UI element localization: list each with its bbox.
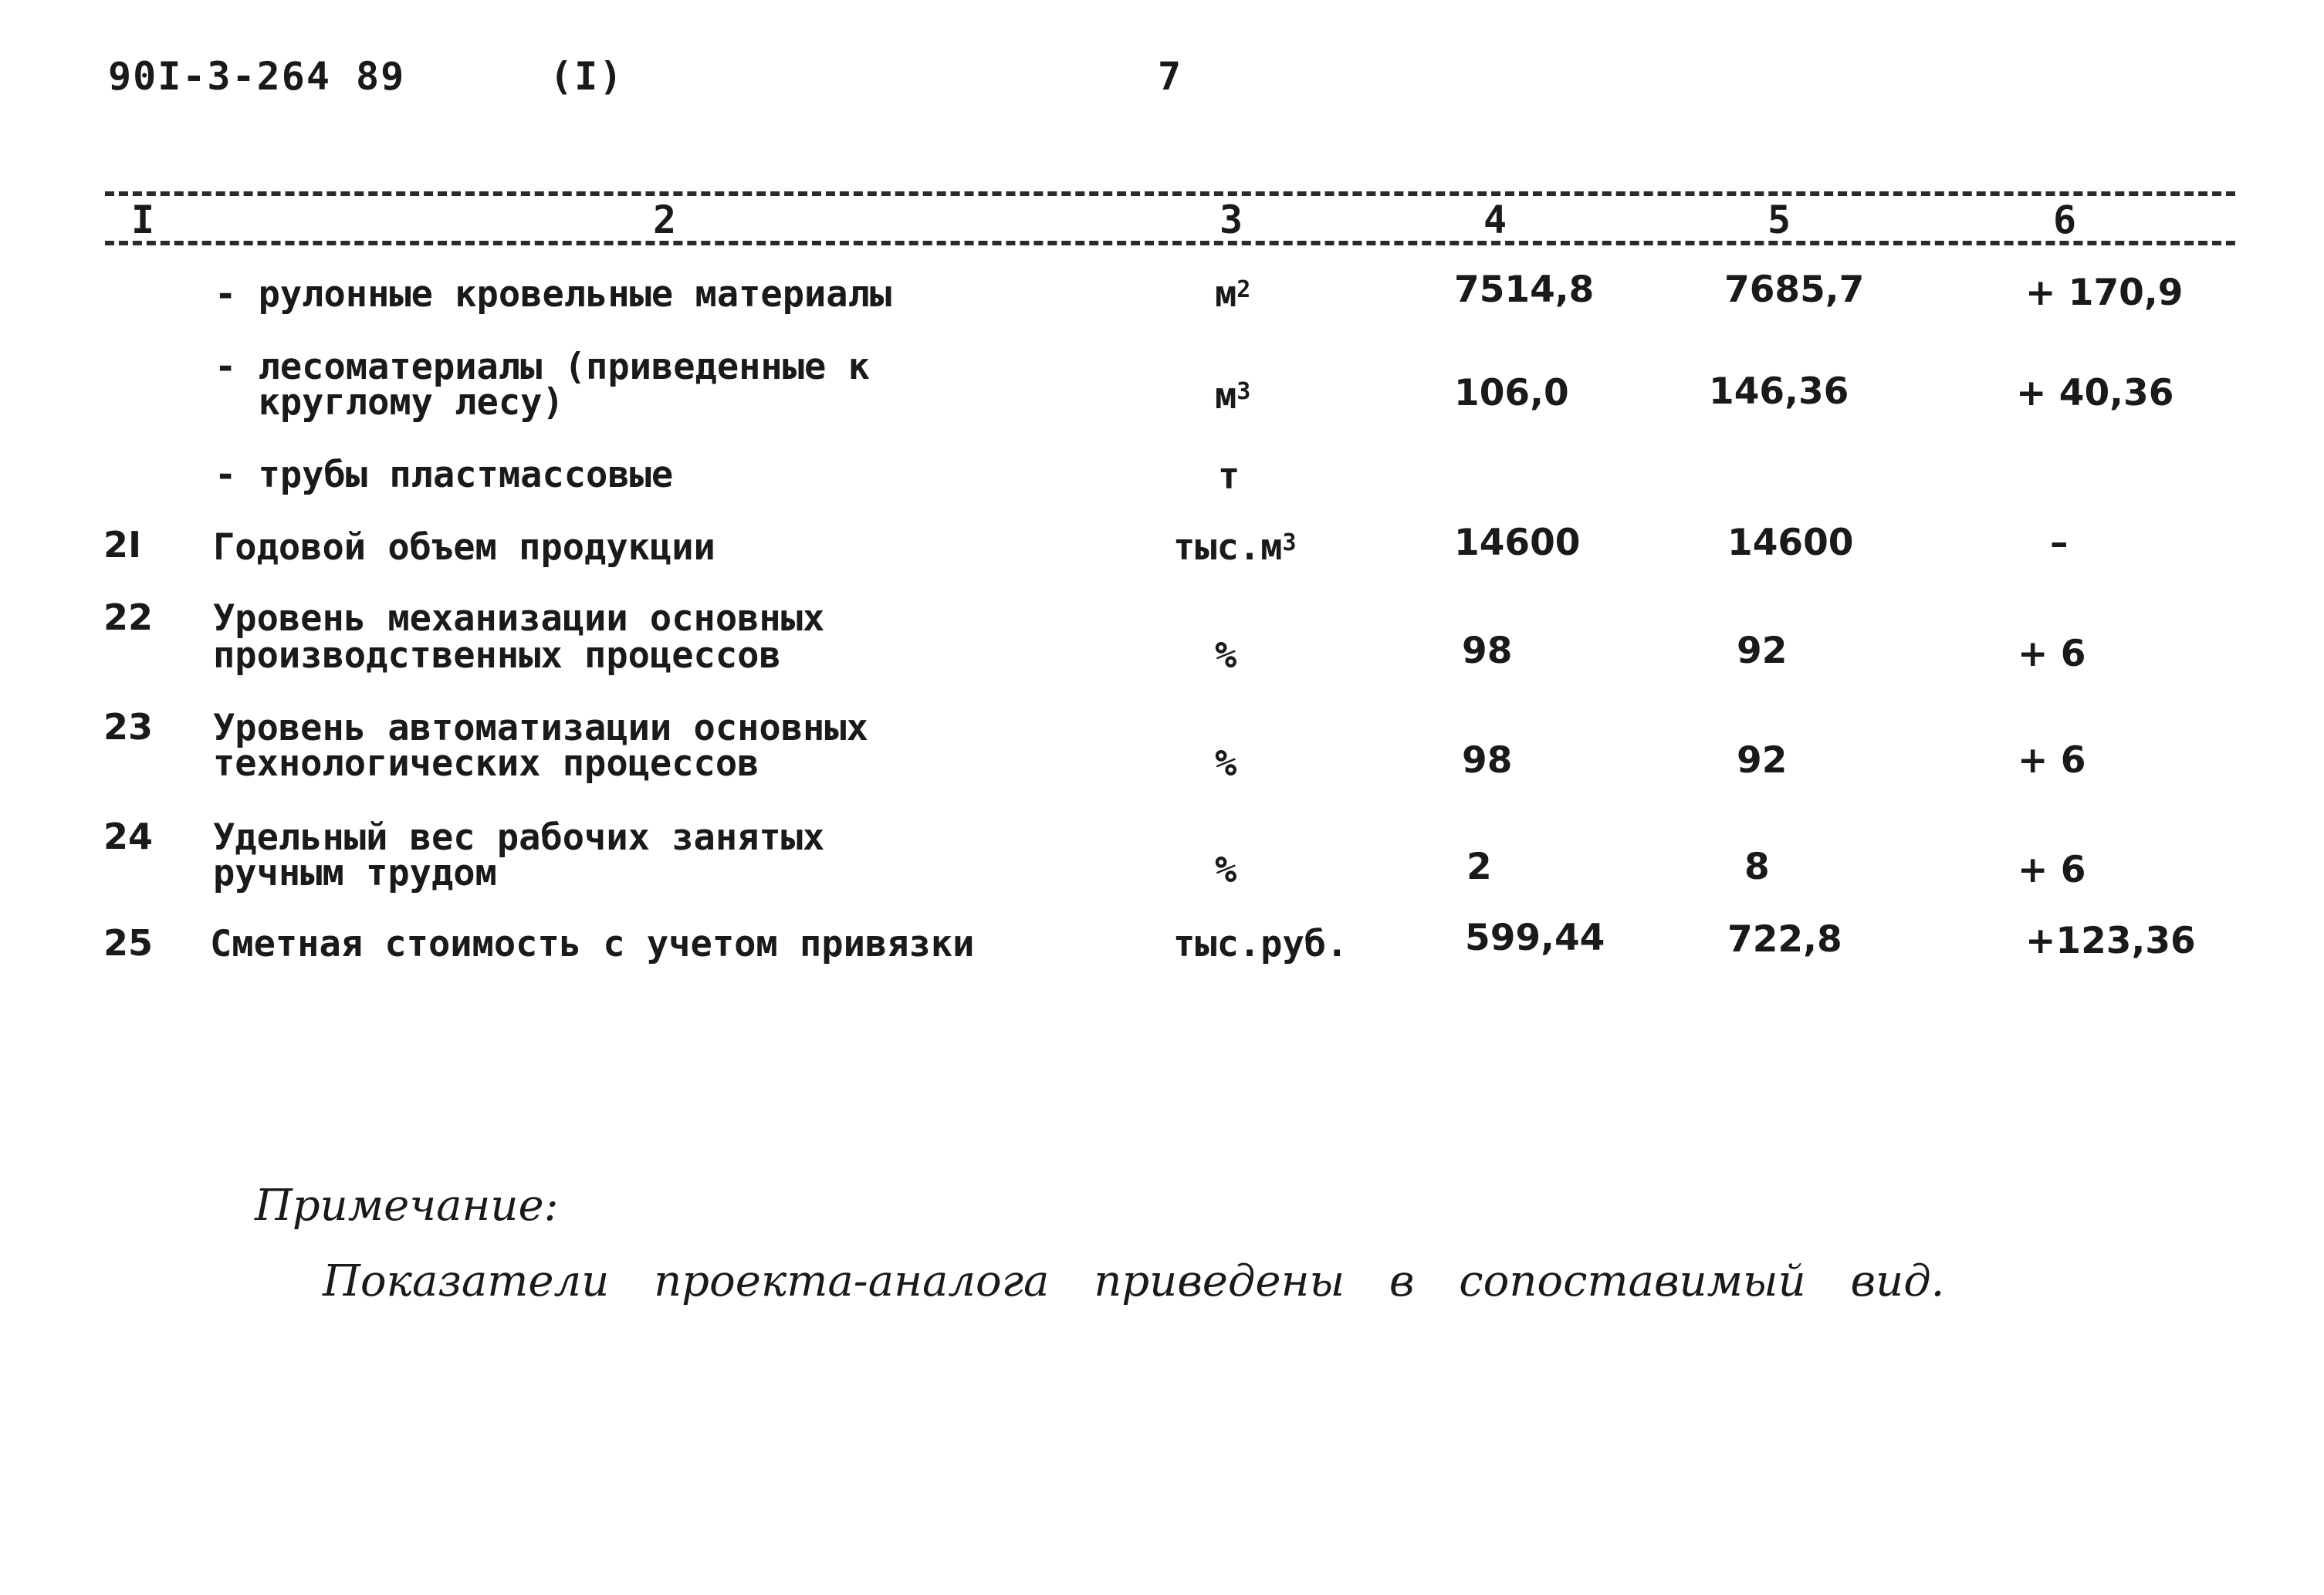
- header-rule-top: [105, 191, 2235, 196]
- row-value-project: 14600: [1454, 522, 1581, 564]
- row-name: Сметная стоимость с учетом привязки: [210, 923, 975, 965]
- row-value-analog: 92: [1737, 739, 1788, 782]
- row-value-analog: 92: [1737, 630, 1788, 672]
- column-header-1: I: [131, 198, 155, 242]
- row-name-continued: ручным трудом: [213, 852, 497, 894]
- row-unit: $м^2$: [1215, 273, 1251, 316]
- row-name: Уровень механизации основных: [213, 597, 825, 640]
- row-value-analog: 8: [1744, 846, 1770, 888]
- row-value-analog: 14600: [1727, 522, 1854, 564]
- document-code: 90I-3-264 89: [108, 54, 406, 99]
- row-value-diff: + 170,9: [2025, 272, 2184, 314]
- row-unit: т: [1218, 455, 1240, 498]
- row-value-diff: + 6: [2018, 633, 2086, 675]
- document-part: (I): [550, 54, 624, 99]
- header-rule-bottom: [105, 241, 2235, 245]
- row-value-analog: 146,36: [1709, 370, 1849, 413]
- row-value-project: 2: [1466, 846, 1492, 888]
- row-value-analog: 7685,7: [1724, 269, 1865, 311]
- note-text: Показатели проекта-аналога приведены в сопоставимый вид.: [323, 1256, 1945, 1306]
- row-value-project: 7514,8: [1454, 269, 1595, 311]
- column-header-3: 3: [1220, 198, 1243, 242]
- row-value-diff: + 6: [2018, 849, 2086, 891]
- row-value-project: 599,44: [1465, 917, 1605, 959]
- column-header-2: 2: [653, 198, 677, 242]
- row-value-analog: 722,8: [1727, 918, 1842, 961]
- row-unit: %: [1215, 742, 1237, 785]
- column-header-6: 6: [2053, 198, 2077, 242]
- row-name: - трубы пластмассовые: [215, 454, 674, 496]
- row-unit: %: [1215, 849, 1237, 891]
- row-name-continued: производственных процессов: [213, 634, 781, 677]
- row-value-diff: + 40,36: [2016, 372, 2174, 414]
- row-value-project: 98: [1462, 739, 1513, 782]
- row-name: Уровень автоматизации основных: [213, 707, 868, 749]
- column-header-5: 5: [1768, 198, 1791, 242]
- row-name: - лесоматериалы (приведенные к: [215, 346, 870, 388]
- column-header-4: 4: [1483, 198, 1507, 242]
- page-number: 7: [1158, 54, 1183, 99]
- row-number: 2I: [103, 524, 142, 566]
- row-unit: %: [1215, 634, 1237, 677]
- row-number: 23: [103, 706, 154, 748]
- row-unit: тыс.руб.: [1173, 923, 1348, 965]
- row-value-diff: +123,36: [2025, 920, 2196, 962]
- row-value-diff: –: [2050, 522, 2069, 564]
- row-number: 22: [103, 596, 154, 638]
- row-name-continued: круглому лесу): [215, 381, 564, 424]
- row-value-project: 98: [1462, 630, 1513, 672]
- row-unit: $м^3$: [1215, 375, 1251, 417]
- row-value-diff: + 6: [2018, 739, 2086, 782]
- row-name: - рулонные кровельные материалы: [215, 273, 892, 316]
- row-value-project: 106,0: [1454, 372, 1569, 414]
- row-name: Годовой объем продукции: [213, 526, 715, 569]
- row-number: 25: [103, 922, 154, 964]
- note-title: Примечание:: [255, 1181, 559, 1231]
- row-number: 24: [103, 816, 154, 857]
- row-name: Удельный вес рабочих занятых: [213, 816, 825, 859]
- row-name-continued: технологических процессов: [213, 742, 759, 785]
- row-unit: $тыс.м^3$: [1173, 526, 1297, 569]
